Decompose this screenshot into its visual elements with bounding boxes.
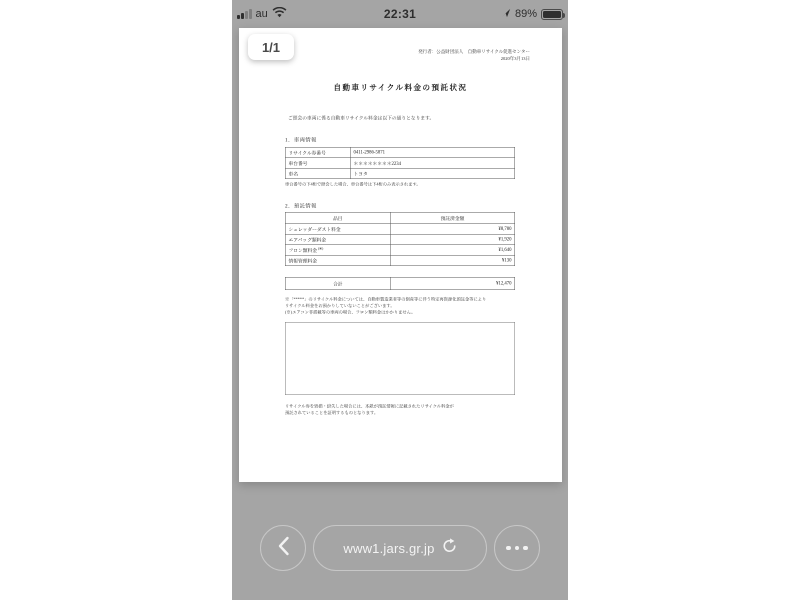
pdf-document[interactable] [239,28,562,482]
row-value: 0411-2986-5871 [353,150,385,155]
table-row [286,158,515,169]
note-line: ※「*****」のリサイクル料金については、自動車製造業者等の倒産等に伴う特定再資源化預託金等により [285,296,487,302]
row-amount: ¥1,640 [498,247,512,253]
document-title: 自動車リサイクル料金の預託状況 [333,84,468,92]
table-row [286,245,515,256]
status-right-cluster [501,0,563,28]
row-amount: ¥8,780 [498,226,512,232]
footer-note [285,403,454,416]
total-label: 合計 [286,278,391,290]
column-header-amount: 預託済金額 [440,216,465,222]
section1-heading: 1．車両情報 [285,137,317,143]
table-header-row [286,213,515,224]
carrier-label: au [255,8,268,20]
vehicle-table-note: 車台番号の下4桁で照会した場合、車台番号は下4桁のみ表示されます。 [285,181,421,187]
row-value: トヨタ [353,172,368,177]
reload-icon[interactable] [442,538,457,559]
deposit-table-note [285,296,486,316]
document-intro: ご照会の車両に係る自動車リサイクル料金は以下の通りとなります。 [288,116,435,121]
row-amount: ¥1,920 [498,237,512,242]
chevron-left-icon [277,536,290,561]
row-label: 車台番号 [286,158,351,168]
phone-screen [232,0,568,600]
page-indicator-badge: 1/1 [248,34,294,60]
table-row [286,255,515,266]
pdf-page-content [239,28,562,482]
total-table [285,277,515,290]
battery-percent-label: 89% [514,8,537,20]
battery-icon [541,9,563,20]
row-label: リサイクル券番号 [286,148,351,158]
url-text: www1.jars.gr.jp [343,540,435,556]
remarks-empty-box [285,322,515,395]
row-label: 情報管理料金 [286,256,391,266]
more-options-button[interactable] [494,525,540,571]
row-value: ＊＊＊＊＊＊＊＊2234 [353,161,402,167]
issue-date: 2020年3月13日 [500,56,530,61]
column-header-item: 品目 [286,213,391,224]
row-label: フロン類料金 (※) [286,245,391,255]
browser-toolbar [232,520,568,580]
issuer-line: 発行者：公益財団法人 自動車リサイクル促進センター [418,49,530,54]
note-line: リサイクル券を毀損・紛失した場合には、本紙が預託情報に記載されたリサイクル料金が [285,403,454,409]
total-amount: ¥12,470 [496,281,512,286]
row-label: シュレッダーダスト料金 [286,224,391,234]
table-row [286,148,515,158]
table-row [286,168,515,179]
document-issuer [418,48,530,62]
section2-heading: 2．預託情報 [285,203,317,209]
ellipsis-icon [506,546,528,551]
vehicle-info-table [285,147,515,179]
table-row [286,224,515,235]
note-line: (※)エアコン非搭載等の車両の場合、フロン類料金はかかりません。 [285,309,416,315]
total-row [286,278,515,290]
url-bar[interactable] [313,525,487,571]
table-row [286,234,515,245]
location-arrow-icon [501,5,511,23]
note-line: リサイクル料金をお預かりしていないことがございます。 [285,303,395,308]
clock: 22:31 [383,7,417,21]
back-button[interactable] [260,525,306,571]
row-amount: ¥130 [502,258,512,263]
status-bar [232,0,568,28]
note-line: 預託されていることを証明するものとなります。 [285,410,379,415]
row-label: 車名 [286,169,351,179]
row-label: エアバッグ類料金 [286,235,391,245]
deposit-info-table [285,212,515,266]
